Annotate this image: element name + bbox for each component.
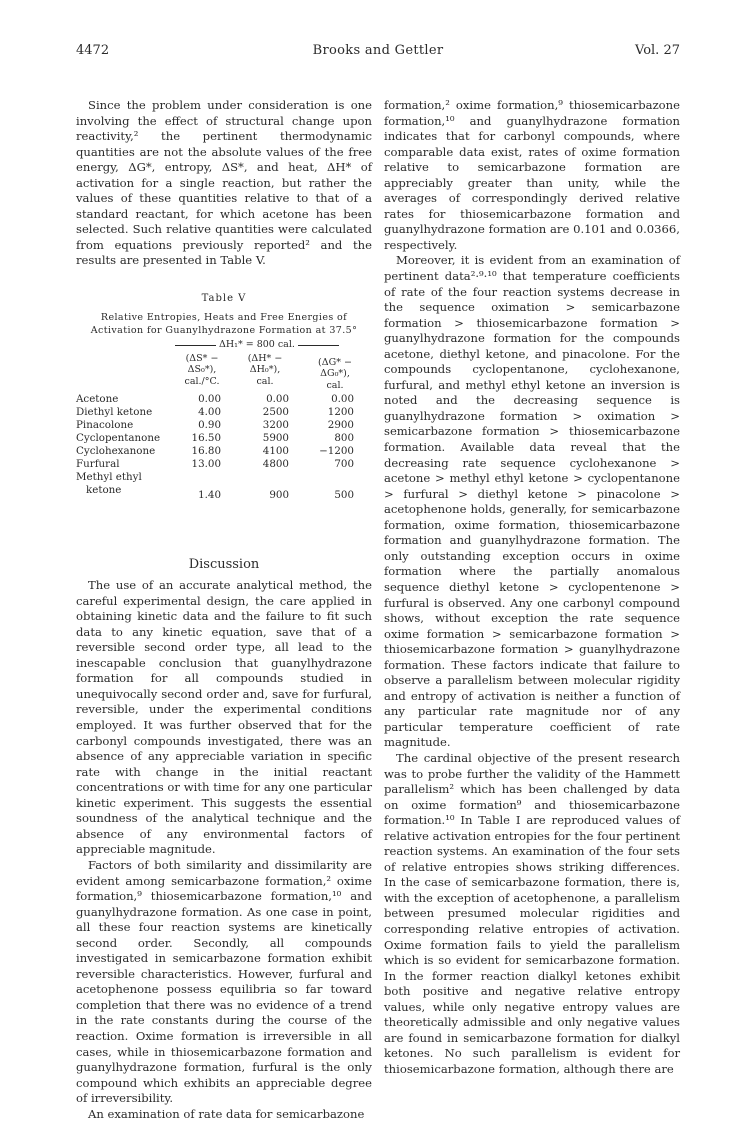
table-caption — [76, 311, 372, 337]
col-header-entropy: (ΔS* − ΔS₀*), cal./°C. — [184, 352, 220, 387]
table-cell-dh: 3200 — [262, 418, 289, 431]
table-cell-dg: 1200 — [327, 405, 354, 418]
table-caption-line-1: Relative Entropies, Heats and Free Energies of — [100, 311, 348, 323]
table-cell-ds: 0.90 — [198, 418, 221, 431]
table-cell-dg: 700 — [334, 457, 354, 470]
table-cell-dh: 0.00 — [266, 392, 289, 405]
table-cell-dg: 800 — [334, 431, 354, 444]
table-row-name-continued: ketone — [86, 483, 122, 496]
table-cell-dg: 2900 — [327, 418, 354, 431]
table-row-name: Cyclopentanone — [76, 431, 161, 444]
table-row-name: Diethyl ketone — [76, 405, 153, 418]
page-header — [76, 43, 680, 61]
col-header-free-energy: (ΔG* − ΔG₀*), cal. — [318, 356, 352, 391]
table-cell-ds: 4.00 — [198, 405, 221, 418]
table-cell-dg: 500 — [334, 488, 354, 501]
body-paragraph: An examination of rate data for semicarbazone — [88, 1106, 365, 1121]
table-cell-ds: 0.00 — [198, 392, 221, 405]
body-paragraph: Factors of both similarity and dissimilarity are evident among semicarbazone formation,² oxime formation,⁹ thiosemicarbazone formation,¹⁰ and guanylhydrazone formation. As one case in point, all these four reaction systems are kinetically second order. Secondly, all compounds investigated in semicarbazone formation exhibit reversible characteristics. However, furfural and acetophenone possess equilibria so far toward completion that there was no evidence of a trend in the rate constants during the course of the reaction. Oxime formation is irreversible in all cases, while in thiosemicarbazone formation and guanylhydrazone formation, furfural is the only compound which exhibits an appreciable degree of irreversibility. — [76, 857, 372, 1106]
span-header-label: ΔH₁* = 800 cal. — [216, 339, 298, 352]
table-cell-ds: 1.40 — [198, 488, 221, 501]
right-column — [384, 98, 680, 1077]
body-paragraph: Moreover, it is evident from an examination of pertinent data²·⁹·¹⁰ that temperature coefficients of rate of the four reaction systems decrease in the sequence oximation > semicarbazone formation > thiosemicarbazone formation > guanylhydrazone formation for the compounds acetone, diethyl ketone, and pinacolone. For the compounds cyclopentanone, cyclohexanone, furfural, and methyl ethyl ketone an inversion is noted and the decreasing sequence is guanylhydrazone formation > oximation > semicarbazone formation > thiosemicarbazone formation. Available data reveal that the decreasing rate sequence cyclohexanone > acetone > methyl ethyl ketone > cyclopentanone > furfural > diethyl ketone > pinacolone > acetophenone holds, generally, for semicarbazone formation, oxime formation, thiosemicarbazone formation and guanylhydrazone formation. The only outstanding exception occurs in oxime formation where the partially anomalous sequence diethyl ketone > cyclopentenone > furfural is observed. Any one carbonyl compound shows, without exception the rate sequence oxime formation > semicarbazone formation > thiosemicarbazone formation > guanylhydrazone formation. These factors indicate that failure to observe a parallelism between molecular rigidity and entropy of activation is neither a function of any particular rate magnitude nor of any particular temperature coefficient of rate magnitude. — [384, 253, 680, 750]
volume-label: Vol. 27 — [635, 43, 680, 58]
table-row-name: Cyclohexanone — [76, 444, 156, 457]
body-paragraph: The cardinal objective of the present research was to probe further the validity of the Hammett parallelism² which has been challenged by data on oxime formation⁹ and thiosemicarbazone formation.¹⁰ In Table I are reproduced values of relative activation entropies for the four pertinent reaction systems. An examination of the four sets of relative entropies shows striking differences. In the case of semicarbazone formation, there is, with the exception of acetophenone, a parallelism between presumed molecular rigidities and corresponding relative entropies of activation. Oxime formation fails to yield the parallelism which is so evident for semicarbazone formation. In the former reaction dialkyl ketones exhibit both positive and negative relative entropy values, while only negative entropy values are theoretically admissible and only negative values are found in semicarbazone formation for dialkyl ketones. No such parallelism is evident for thiosemicarbazone formation, although there are — [384, 750, 680, 1076]
table-cell-dh: 4100 — [262, 444, 289, 457]
table-row-name: Acetone — [76, 392, 119, 405]
table-cell-ds: 13.00 — [191, 457, 221, 470]
table-cell-dh: 900 — [269, 488, 289, 501]
page-number: 4472 — [76, 43, 110, 58]
body-paragraph: formation,² oxime formation,⁹ thiosemicarbazone formation,¹⁰ and guanylhydrazone formation indicates that for carbonyl compounds, where comparable data exist, rates of oxime formation relative to semicarbazone formation are appreciably greater than unity, while the averages of correspondingly derived relative rates for thiosemicarbazone formation and guanylhydrazone formation are 0.101 and 0.0366, respectively. — [384, 98, 680, 252]
table-v — [76, 291, 372, 547]
table-cell-dh: 2500 — [262, 405, 289, 418]
table-cell-dg: 0.00 — [331, 392, 354, 405]
table-caption-line-2: Activation for Guanylhydrazone Formation at 37.5° — [90, 324, 358, 336]
table-cell-dh: 4800 — [262, 457, 289, 470]
table-cell-ds: 16.80 — [191, 444, 221, 457]
table-label: Table V — [201, 293, 247, 305]
table-row-name: Pinacolone — [76, 418, 134, 431]
col-header-heat: (ΔH* − ΔH₀*), cal. — [247, 352, 283, 387]
table-cell-ds: 16.50 — [191, 431, 221, 444]
body-paragraph: The use of an accurate analytical method, the careful experimental design, the care applied in obtaining kinetic data and the failure to fit such data to any kinetic equation, save that of a reversible second order type, all lead to the inescapable conclusion that guanylhydrazone formation for all compounds studied in unequivocally second order and, save for furfural, reversible, under the experimental conditions employed. It was further observed that for the carbonyl compounds investigated, there was an absence of any appreciable variation in specific rate with change in the initial reactant concentrations or with time for any one particular kinetic experiment. This suggests the essential soundness of the analytical technique and the absence of any environmental factors of appreciable magnitude. — [76, 578, 372, 857]
running-title: Brooks and Gettler — [312, 43, 444, 58]
table-row-name: Methyl ethyl — [76, 470, 142, 483]
left-column — [76, 98, 372, 1122]
table-cell-dg: −1200 — [319, 444, 354, 457]
table-cell-dh: 5900 — [262, 431, 289, 444]
intro-paragraph: Since the problem under consideration is one involving the effect of structural change upon reactivity,² the pertinent thermodynamic quantities are not the absolute values of the free energy, ΔG*, entropy, ΔS*, and heat, ΔH* of activation for a single reaction, but rather the values of these quantities relative to that of a standard reactant, for which acetone has been selected. Such relative quantities were calculated from equations previously reported² and the results are presented in Table V. — [76, 98, 372, 268]
discussion-heading: Discussion — [188, 556, 260, 572]
table-row-name: Furfural — [76, 457, 120, 470]
table-body — [76, 339, 372, 547]
